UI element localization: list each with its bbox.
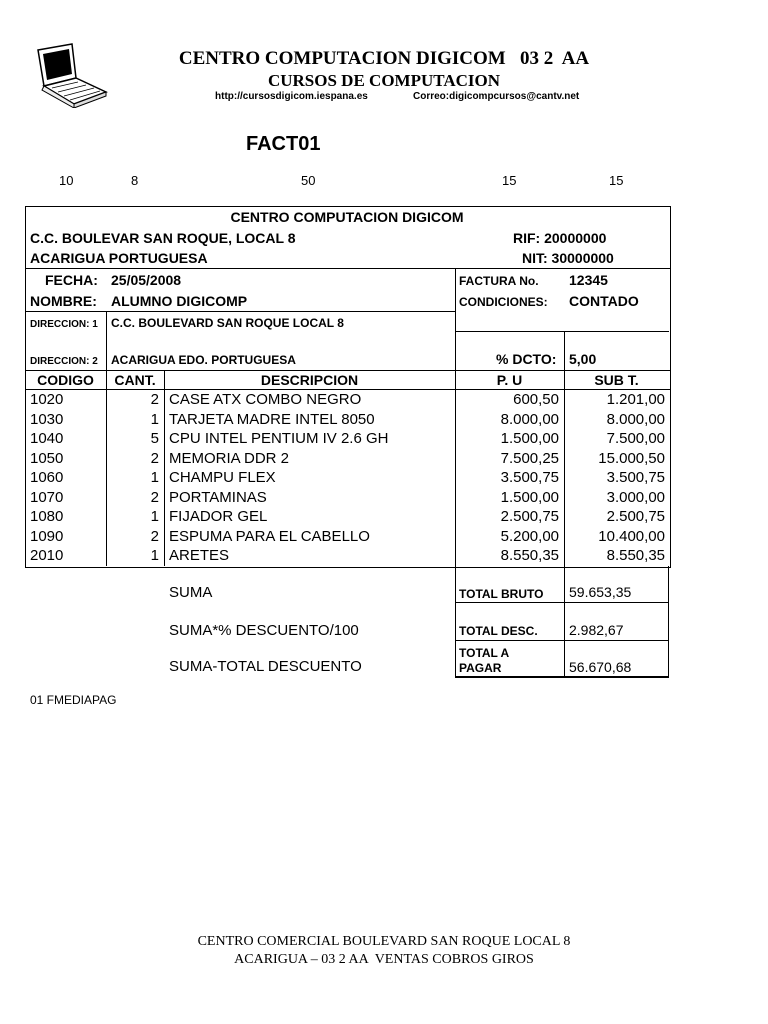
cell-codigo: 1030 [30, 410, 64, 428]
divider [455, 676, 669, 678]
table-row [25, 546, 670, 566]
col-header-codigo: CODIGO [37, 372, 94, 388]
company-name: CENTRO COMPUTACION DIGICOM [230, 209, 464, 225]
cell-subt: 3.000,00 [606, 488, 665, 506]
email-link[interactable]: Correo:digicompcursos@cantv.net [413, 91, 580, 102]
cell-subt: 2.500,75 [606, 508, 665, 525]
cell-subt: 7.500,00 [606, 430, 665, 447]
factura-number: 12345 [569, 272, 608, 288]
cell-pu: 8.000,00 [500, 410, 559, 428]
dcto-label: % DCTO: [496, 351, 557, 367]
cell-descripcion: CPU INTEL PENTIUM IV 2.6 GH [169, 430, 389, 447]
col-header-cant: CANT. [114, 372, 156, 388]
cell-codigo: 1060 [30, 469, 64, 486]
cell-codigo: 1050 [30, 449, 64, 467]
nombre-value: ALUMNO DIGICOMP [111, 293, 248, 309]
total-desc-value: 2.982,67 [569, 622, 624, 638]
cell-subt: 1.201,00 [606, 391, 665, 408]
website-link[interactable]: http://cursosdigicom.iespana.es [215, 91, 368, 102]
cell-descripcion: TARJETA MADRE INTEL 8050 [169, 410, 375, 428]
divider [25, 370, 670, 371]
form-code: FACT01 [246, 133, 321, 155]
total-bruto-label: TOTAL BRUTO [459, 587, 544, 601]
footer-line-1: CENTRO COMERCIAL BOULEVARD SAN ROQUE LOCAL 8 [197, 934, 571, 949]
cell-subt: 3.500,75 [606, 469, 665, 486]
table-row [25, 488, 670, 508]
col-header-descripcion: DESCRIPCION [260, 372, 359, 388]
table-row [25, 429, 670, 449]
company-nit: NIT: 30000000 [522, 250, 614, 266]
suma-note: SUMA [169, 584, 213, 601]
table-row [25, 410, 670, 430]
condiciones-label: CONDICIONES: [459, 295, 548, 309]
divider [106, 311, 107, 371]
cell-pu: 600,50 [513, 391, 559, 408]
direccion2-label: DIRECCION: 2 [30, 356, 98, 367]
cell-descripcion: MEMORIA DDR 2 [169, 449, 290, 467]
divider [564, 566, 565, 677]
col-header-pu: P. U [496, 372, 523, 388]
table-row [25, 390, 670, 410]
cell-cant: 5 [150, 430, 159, 447]
cell-cant: 2 [150, 391, 159, 408]
cell-subt: 8.550,35 [606, 547, 665, 564]
cell-subt: 15.000,50 [598, 449, 665, 467]
direccion1-label: DIRECCION: 1 [30, 319, 98, 330]
company-rif: RIF: 20000000 [513, 230, 607, 246]
cell-cant: 2 [150, 527, 159, 545]
condiciones-value: CONTADO [569, 293, 639, 309]
cell-pu: 3.500,75 [500, 469, 559, 486]
table-row [25, 449, 670, 469]
cell-codigo: 2010 [30, 547, 64, 564]
company-title: CENTRO COMPUTACION DIGICOM 03 2 AA [178, 48, 590, 69]
direccion1-value: C.C. BOULEVARD SAN ROQUE LOCAL 8 [111, 316, 344, 330]
divider [455, 602, 669, 603]
cell-pu: 7.500,25 [500, 449, 559, 467]
cell-descripcion: FIJADOR GEL [169, 508, 268, 525]
cell-descripcion: ESPUMA PARA EL CABELLO [169, 527, 370, 545]
cell-descripcion: PORTAMINAS [169, 488, 267, 506]
total-pagar-label: TOTAL A [459, 646, 510, 660]
company-address-1: C.C. BOULEVAR SAN ROQUE, LOCAL 8 [30, 230, 296, 246]
cell-pu: 1.500,00 [500, 488, 559, 506]
divider [25, 268, 670, 269]
cell-subt: 10.400,00 [598, 527, 665, 545]
cell-cant: 1 [150, 410, 159, 428]
factura-label: FACTURA No. [459, 274, 539, 288]
total-pagar-value: 56.670,68 [569, 659, 632, 675]
cell-descripcion: ARETES [169, 547, 230, 564]
divider [455, 331, 669, 332]
company-subtitle: CURSOS DE COMPUTACION [267, 71, 501, 90]
cell-codigo: 1020 [30, 391, 64, 408]
cell-descripcion: CASE ATX COMBO NEGRO [169, 391, 362, 408]
divider [455, 640, 669, 641]
cell-pu: 8.550,35 [500, 547, 559, 564]
format-note: 01 FMEDIAPAG [30, 693, 117, 707]
total-desc-label: TOTAL DESC. [459, 624, 538, 638]
cell-pu: 2.500,75 [500, 508, 559, 525]
table-row [25, 527, 670, 547]
direccion2-value: ACARIGUA EDO. PORTUGUESA [111, 353, 296, 367]
cell-pu: 1.500,00 [500, 430, 559, 447]
cell-cant: 1 [150, 508, 159, 525]
divider [668, 566, 669, 677]
column-width-2: 8 [131, 173, 139, 188]
column-width-4: 15 [502, 173, 517, 188]
total-pagar-label-2: PAGAR [459, 661, 502, 675]
cell-subt: 8.000,00 [606, 410, 665, 428]
cell-descripcion: CHAMPU FLEX [169, 469, 276, 486]
column-width-1: 10 [59, 173, 74, 188]
pagar-note: SUMA-TOTAL DESCUENTO [169, 658, 362, 675]
table-row [25, 468, 670, 488]
cell-cant: 1 [150, 469, 159, 486]
divider [25, 311, 455, 312]
nombre-label: NOMBRE: [30, 293, 97, 309]
company-address-2: ACARIGUA PORTUGUESA [30, 250, 208, 266]
cell-cant: 2 [150, 488, 159, 506]
footer-line-2: ACARIGUA – 03 2 AA VENTAS COBROS GIROS [234, 952, 534, 967]
dcto-value: 5,00 [569, 351, 597, 367]
cell-cant: 2 [150, 449, 159, 467]
fecha-label: FECHA: [45, 272, 98, 288]
cell-cant: 1 [150, 547, 159, 564]
column-width-3: 50 [301, 173, 316, 188]
cell-codigo: 1070 [30, 488, 64, 506]
divider [455, 566, 456, 677]
column-width-5: 15 [609, 173, 624, 188]
table-row [25, 507, 670, 527]
fecha-value: 25/05/2008 [111, 272, 182, 288]
cell-codigo: 1040 [30, 430, 64, 447]
cell-codigo: 1090 [30, 527, 64, 545]
cell-pu: 5.200,00 [500, 527, 559, 545]
descuento-note: SUMA*% DESCUENTO/100 [169, 622, 359, 639]
cell-codigo: 1080 [30, 508, 64, 525]
col-header-subt: SUB T. [594, 372, 639, 388]
total-bruto-value: 59.653,35 [569, 584, 632, 600]
